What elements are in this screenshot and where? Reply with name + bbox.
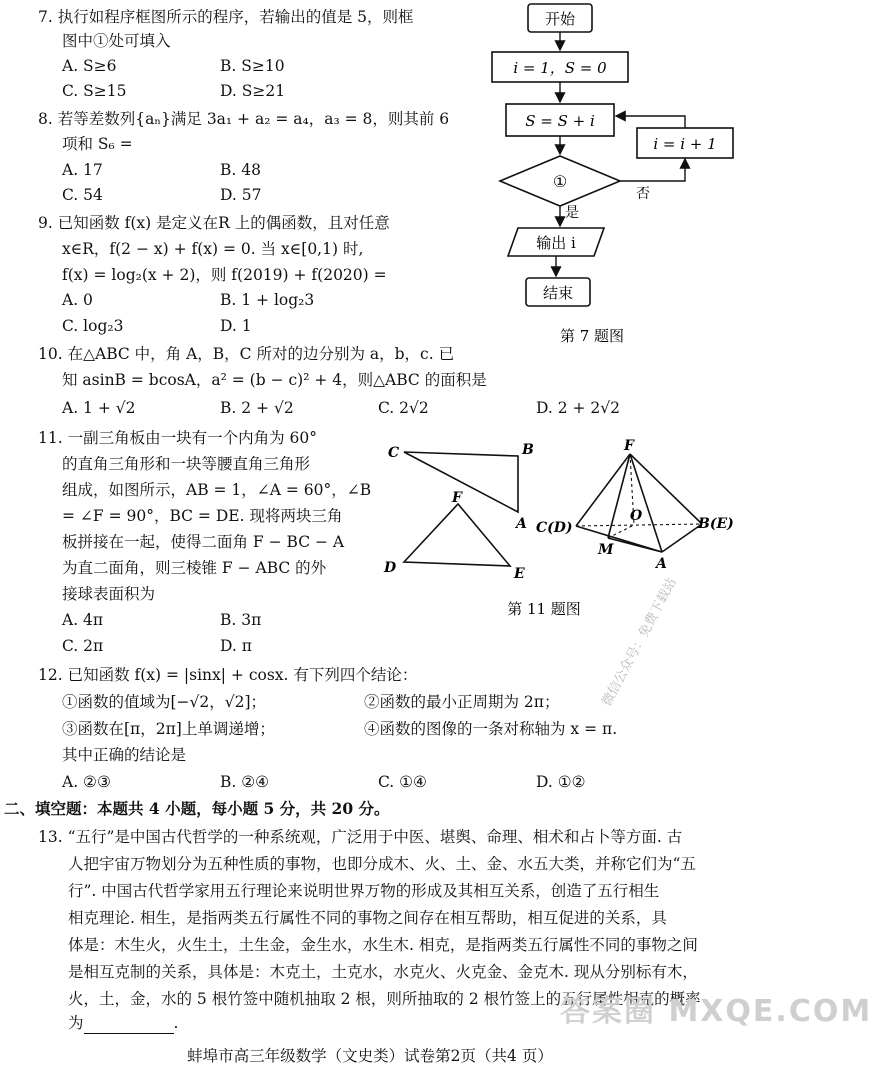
flow-caption: 第 7 题图 [559, 327, 625, 345]
stamp-logo: 答案圈 MXQE.COM [560, 994, 872, 1029]
q11-label-a2: A [656, 556, 667, 572]
q13-line2: 人把宇宙万物划分为五种性质的事物，也即分成木、火、土、金、水五大类，并称它们为“五 [68, 855, 696, 873]
q11-caption: 第 11 题图 [507, 600, 581, 618]
q9-stem-line1: 9. 已知函数 f(x) 是定义在R 上的偶函数，且对任意 [38, 214, 390, 232]
q11-stem-line7: 接球表面积为 [62, 585, 156, 603]
watermark-text: 微信公众号：免费下载站 [599, 575, 680, 709]
q11-figure [376, 430, 738, 630]
q8-option-b: B. 48 [220, 161, 261, 179]
q7-flowchart [480, 0, 735, 350]
q12-claim-4: ④函数的图像的一条对称轴为 x = π. [364, 720, 618, 738]
q11-stem-line3: 组成，如图所示，AB = 1，∠A = 60°，∠B [62, 481, 372, 499]
q11-label-m: M [598, 542, 614, 558]
q10-stem-line1: 10. 在△ABC 中，角 A，B，C 所对的边分别为 a，b，c. 已 [38, 345, 455, 363]
q7-option-b: B. S≥10 [220, 57, 285, 75]
q13-line8: 为 . [68, 1014, 179, 1032]
q13-line6: 是相互克制的关系，具体是：木克土，土克水，水克火、火克金、金克木. 现从分别标有木， [68, 963, 698, 981]
q12-option-d: D. ①② [536, 773, 586, 791]
q11-option-c: C. 2π [62, 637, 104, 655]
q12-claim-3: ③函数在[π，2π]上单调递增； [62, 720, 275, 738]
q12-claim-2: ②函数的最小正周期为 2π； [364, 693, 560, 711]
q10-option-b: B. 2 + √2 [220, 399, 294, 417]
flow-condition-text: ① [552, 172, 568, 191]
flow-init-text: i = 1，S = 0 [513, 59, 607, 77]
q8-option-c: C. 54 [62, 186, 103, 204]
flow-update-i-text: i = i + 1 [653, 135, 717, 153]
q11-label-cd: C(D) [536, 520, 573, 536]
q8-option-d: D. 57 [220, 186, 262, 204]
q10-option-a: A. 1 + √2 [62, 399, 136, 417]
q8-stem-line2: 项和 S₆ = [62, 135, 133, 153]
q8-stem-line1: 8. 若等差数列{aₙ}满足 3a₁ + a₂ = a₄，a₃ = 8，则其前 6 [38, 110, 450, 128]
q12-ask: 其中正确的结论是 [62, 746, 187, 764]
q11-label-e: E [514, 566, 525, 582]
q11-stem-line6: 为直二面角，则三棱锥 F − ABC 的外 [62, 559, 327, 577]
q11-option-d: D. π [220, 637, 252, 655]
flow-start-text: 开始 [544, 10, 576, 28]
q11-option-b: B. 3π [220, 611, 262, 629]
q11-option-a: A. 4π [62, 611, 104, 629]
q12-option-c: C. ①④ [378, 773, 427, 791]
q11-stem-line4: = ∠F = 90°，BC = DE. 现将两块三角 [62, 507, 343, 525]
q7-option-c: C. S≥15 [62, 82, 127, 100]
q11-label-b: B [522, 442, 534, 458]
q13-line8-text: 为 [68, 1014, 84, 1032]
flow-end-text: 结束 [542, 284, 574, 302]
q13-answer-blank [84, 1019, 174, 1034]
q11-stem-line2: 的直角三角形和一块等腰直角三角形 [62, 455, 311, 473]
flow-no-label: 否 [636, 186, 650, 202]
q11-label-c: C [388, 445, 400, 461]
q11-label-f2: F [624, 438, 634, 454]
q7-stem-line1: 7. 执行如程序框图所示的程序，若输出的值是 5，则框 [38, 8, 414, 26]
q10-option-d: D. 2 + 2√2 [536, 399, 621, 417]
q7-option-d: D. S≥21 [220, 82, 286, 100]
q11-label-f: F [452, 490, 462, 506]
q12-claim-1: ①函数的值域为[−√2，√2]； [62, 693, 267, 711]
q9-stem-line2: x∈R，f(2 − x) + f(x) = 0. 当 x∈[0,1) 时, [62, 240, 364, 258]
q9-option-b: B. 1 + log₂3 [220, 291, 315, 309]
q11-label-d: D [384, 560, 397, 576]
q13-line4: 相克理论. 相生，是指两类五行属性不同的事物之间存在相互帮助，相互促进的关系，具 [68, 909, 667, 927]
flow-yes-label: 是 [565, 205, 579, 221]
q9-option-c: C. log₂3 [62, 317, 124, 335]
flow-output-text: 输出 i [536, 234, 576, 252]
q13-line7: 火，土，金，水的 5 根竹签中随机抽取 2 根，则所抽取的 2 根竹签上的五行属性相克的概率 [68, 990, 701, 1008]
q7-option-a: A. S≥6 [62, 57, 117, 75]
q8-option-a: A. 17 [62, 161, 103, 179]
q11-label-a: A [516, 516, 527, 532]
flow-update-s-text: S = S + i [525, 112, 595, 130]
q13-line5: 体是：木生火，火生土，土生金，金生水，水生木. 相克，是指两类五行属性不同的事物之间 [68, 936, 698, 954]
q11-stem-line5: 板拼接在一起，使得二面角 F − BC − A [62, 533, 345, 551]
q9-option-d: D. 1 [220, 317, 252, 335]
q9-option-a: A. 0 [62, 291, 93, 309]
section-heading-fill-in: 二、填空题：本题共 4 小题，每小题 5 分，共 20 分。 [4, 799, 390, 818]
q11-stem-line1: 11. 一副三角板由一块有一个内角为 60° [38, 429, 317, 447]
q13-line3: 行”. 中国古代哲学家用五行理论来说明世界万物的形成及其相互关系，创造了五行相生 [68, 882, 660, 900]
q10-option-c: C. 2√2 [378, 399, 429, 417]
q12-option-a: A. ②③ [62, 773, 111, 791]
page-footer: 蚌埠市高三年级数学（文史类）试卷第2页（共4 页） [187, 1047, 553, 1065]
q11-label-be: B(E) [698, 516, 734, 532]
q12-stem: 12. 已知函数 f(x) = |sinx| + cosx. 有下列四个结论： [38, 666, 418, 684]
q11-triangle-dfe [404, 504, 510, 566]
q12-option-b: B. ②④ [220, 773, 270, 791]
q11-label-o: O [630, 508, 643, 524]
q7-stem-line2: 图中①处可填入 [62, 32, 171, 50]
q13-line1: 13. “五行”是中国古代哲学的一种系统观，广泛用于中医、堪舆、命理、相术和占卜等方面. 古 [38, 828, 683, 846]
q9-stem-line3: f(x) = log₂(x + 2)，则 f(2019) + f(2020) = [62, 266, 387, 284]
q10-stem-line2: 知 asinB = bcosA，a² = (b − c)² + 4，则△ABC 的面积是 [62, 371, 487, 389]
